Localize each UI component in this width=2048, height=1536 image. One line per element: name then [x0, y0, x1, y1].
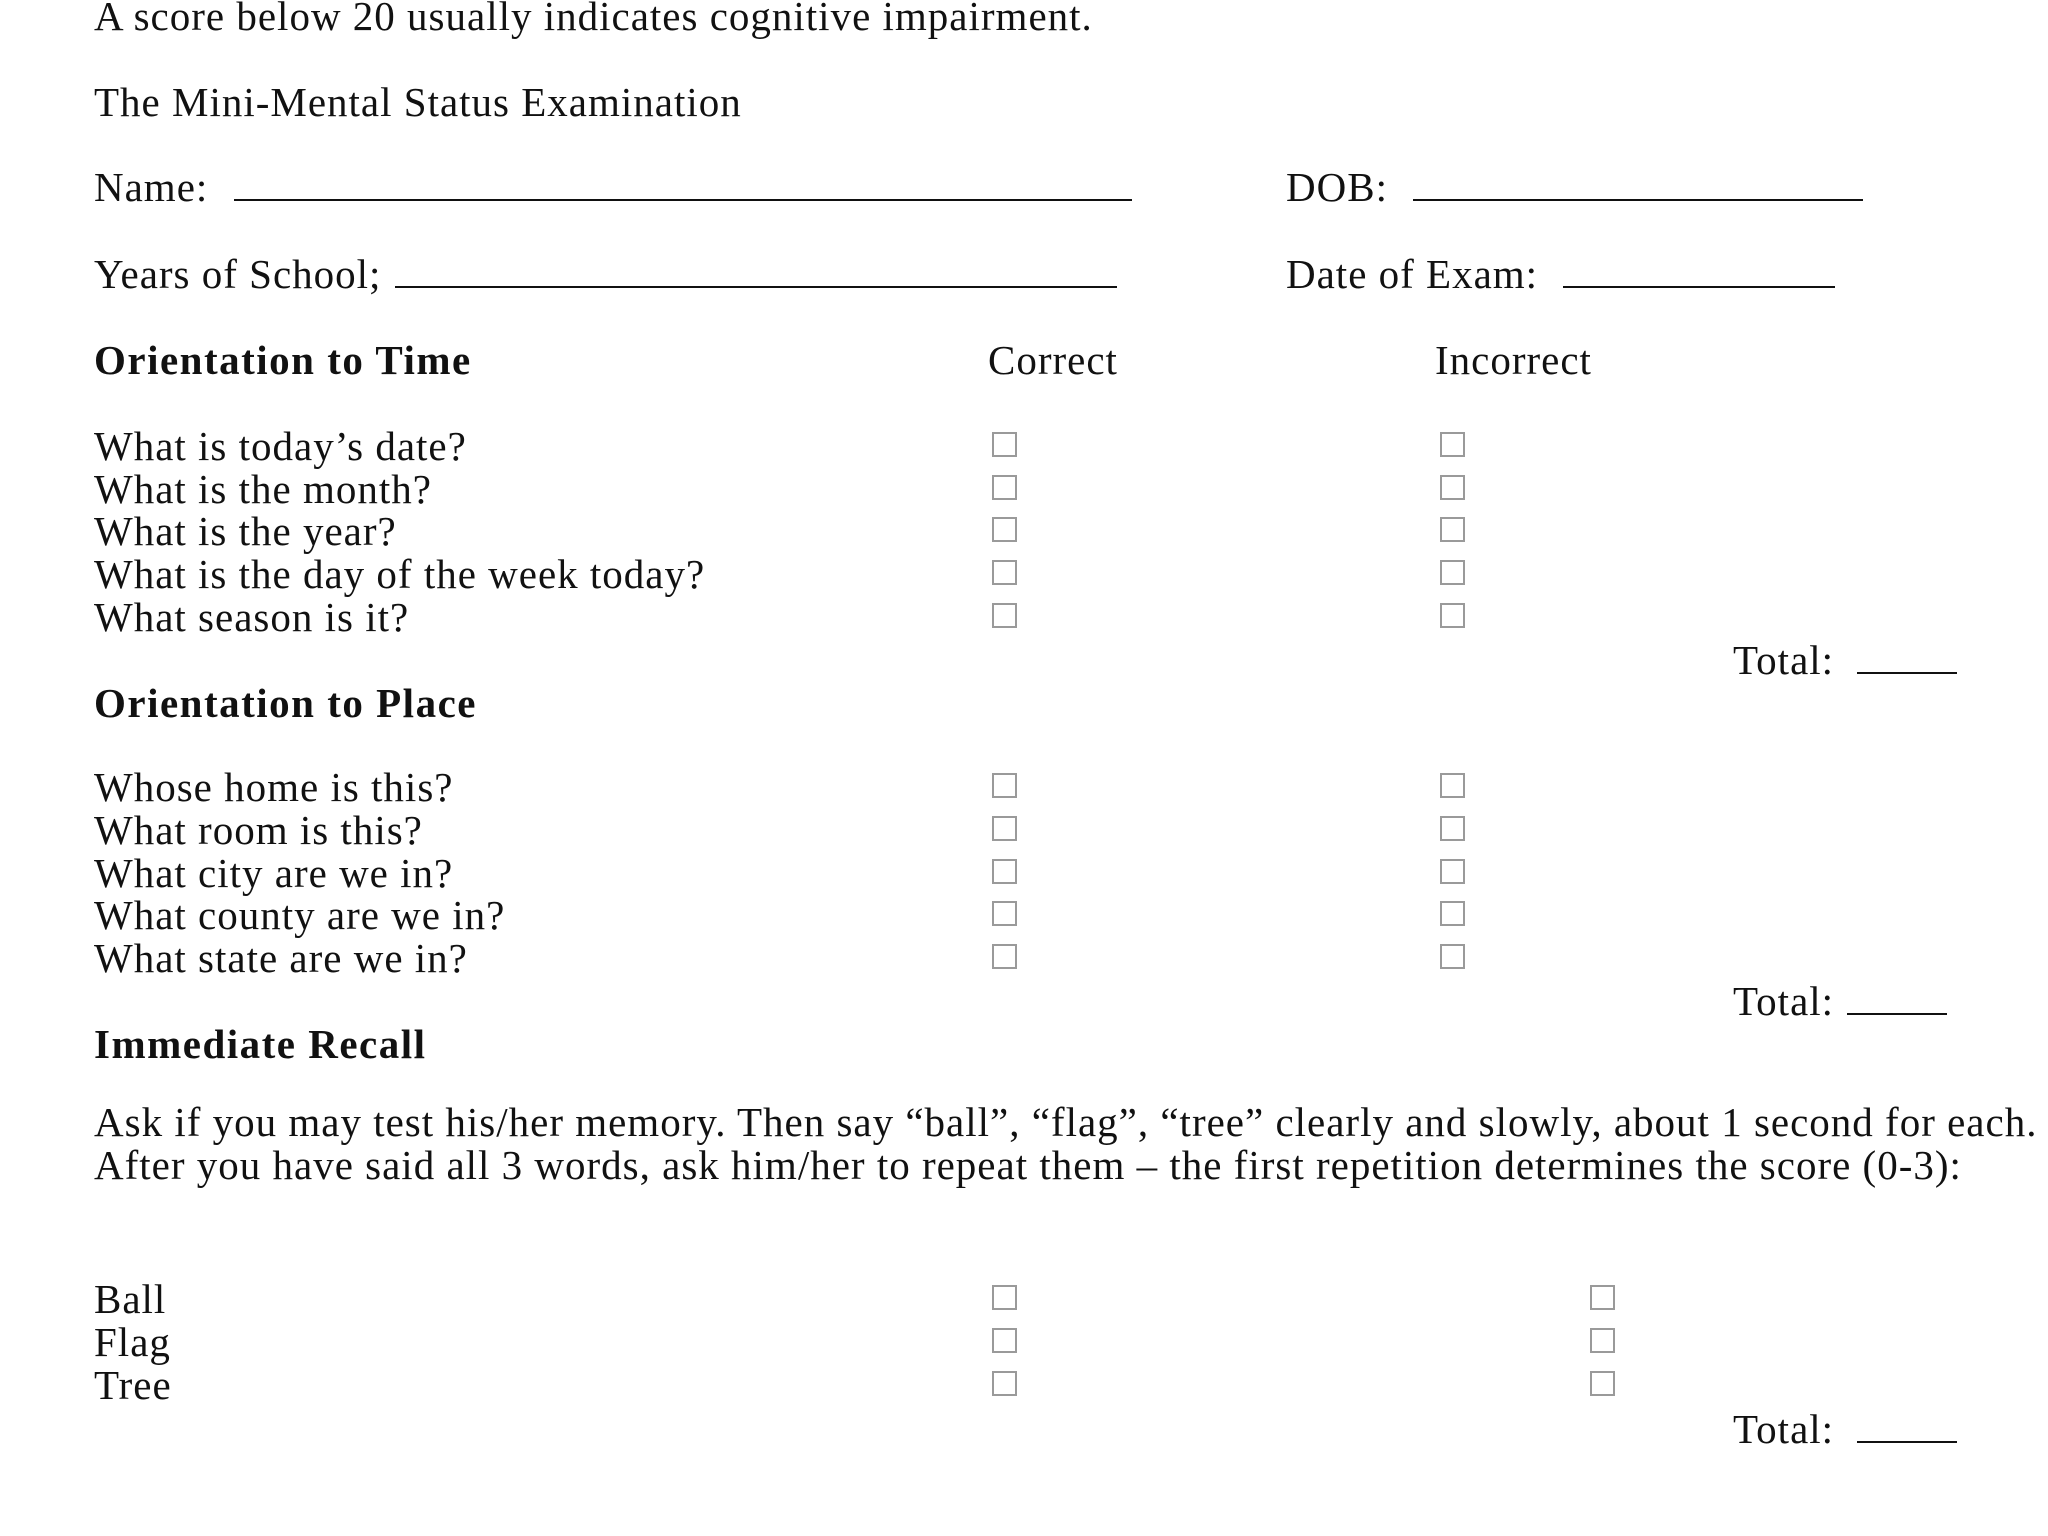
time-total-blank[interactable] — [1857, 671, 1957, 674]
place-city-correct-checkbox[interactable] — [992, 859, 1017, 884]
place-question-city: What city are we in? — [94, 850, 454, 896]
time-question-day: What is the day of the week today? — [94, 551, 706, 597]
date-of-exam-field[interactable] — [1286, 251, 1835, 297]
incorrect-column-header: Incorrect — [1435, 337, 1592, 383]
recall-ball-correct-checkbox[interactable] — [992, 1285, 1017, 1310]
recall-flag-correct-checkbox[interactable] — [992, 1328, 1017, 1353]
dob-field[interactable] — [1286, 164, 1863, 210]
place-question-room: What room is this? — [94, 807, 423, 853]
recall-total-blank[interactable] — [1857, 1440, 1957, 1443]
time-question-date: What is today’s date? — [94, 423, 467, 469]
time-month-incorrect-checkbox[interactable] — [1440, 475, 1465, 500]
dob-blank[interactable] — [1413, 198, 1863, 201]
form-title: The Mini-Mental Status Examination — [94, 79, 742, 125]
recall-tree-incorrect-checkbox[interactable] — [1590, 1371, 1615, 1396]
place-total-blank[interactable] — [1847, 1012, 1947, 1015]
time-question-season: What season is it? — [94, 594, 410, 640]
place-question-home: Whose home is this? — [94, 764, 454, 810]
recall-word-tree: Tree — [94, 1362, 172, 1408]
years-of-school-label: Years of School; — [94, 251, 382, 297]
date-of-exam-blank[interactable] — [1563, 285, 1835, 288]
place-county-correct-checkbox[interactable] — [992, 901, 1017, 926]
place-state-correct-checkbox[interactable] — [992, 944, 1017, 969]
date-of-exam-label: Date of Exam: — [1286, 251, 1539, 297]
correct-column-header: Correct — [988, 337, 1118, 383]
recall-word-flag: Flag — [94, 1319, 171, 1365]
orientation-place-heading: Orientation to Place — [94, 680, 477, 726]
name-field[interactable] — [94, 164, 1132, 210]
intro-text: A score below 20 usually indicates cognitive impairment. — [94, 0, 1093, 39]
name-label: Name: — [94, 164, 209, 210]
place-city-incorrect-checkbox[interactable] — [1440, 859, 1465, 884]
recall-word-ball: Ball — [94, 1276, 167, 1322]
place-question-county: What county are we in? — [94, 892, 506, 938]
dob-label: DOB: — [1286, 164, 1388, 210]
recall-ball-incorrect-checkbox[interactable] — [1590, 1285, 1615, 1310]
place-home-correct-checkbox[interactable] — [992, 773, 1017, 798]
place-room-correct-checkbox[interactable] — [992, 816, 1017, 841]
time-season-incorrect-checkbox[interactable] — [1440, 603, 1465, 628]
place-home-incorrect-checkbox[interactable] — [1440, 773, 1465, 798]
time-season-correct-checkbox[interactable] — [992, 603, 1017, 628]
time-question-month: What is the month? — [94, 466, 432, 512]
place-room-incorrect-checkbox[interactable] — [1440, 816, 1465, 841]
time-day-correct-checkbox[interactable] — [992, 560, 1017, 585]
time-date-incorrect-checkbox[interactable] — [1440, 432, 1465, 457]
place-total-field[interactable] — [1733, 978, 1947, 1024]
immediate-recall-heading: Immediate Recall — [94, 1021, 427, 1067]
place-state-incorrect-checkbox[interactable] — [1440, 944, 1465, 969]
recall-flag-incorrect-checkbox[interactable] — [1590, 1328, 1615, 1353]
years-of-school-field[interactable] — [94, 251, 1117, 297]
time-year-incorrect-checkbox[interactable] — [1440, 517, 1465, 542]
name-blank[interactable] — [234, 198, 1132, 201]
recall-total-label: Total: — [1733, 1406, 1835, 1452]
orientation-time-heading: Orientation to Time — [94, 337, 472, 383]
time-date-correct-checkbox[interactable] — [992, 432, 1017, 457]
time-year-correct-checkbox[interactable] — [992, 517, 1017, 542]
time-total-label: Total: — [1733, 637, 1835, 683]
recall-total-field[interactable] — [1733, 1406, 1957, 1452]
years-of-school-blank[interactable] — [395, 285, 1117, 288]
recall-instructions: Ask if you may test his/her memory. Then say “ball”, “flag”, “tree” clearly and slowly, about 1 second for each. After you have said all 3 words, ask him/her to repeat them – the first repetition determines the score (0-3): — [94, 1099, 2038, 1188]
place-county-incorrect-checkbox[interactable] — [1440, 901, 1465, 926]
place-total-label: Total: — [1733, 978, 1835, 1024]
place-question-state: What state are we in? — [94, 935, 468, 981]
recall-tree-correct-checkbox[interactable] — [992, 1371, 1017, 1396]
time-day-incorrect-checkbox[interactable] — [1440, 560, 1465, 585]
time-month-correct-checkbox[interactable] — [992, 475, 1017, 500]
time-total-field[interactable] — [1733, 637, 1957, 683]
time-question-year: What is the year? — [94, 508, 397, 554]
